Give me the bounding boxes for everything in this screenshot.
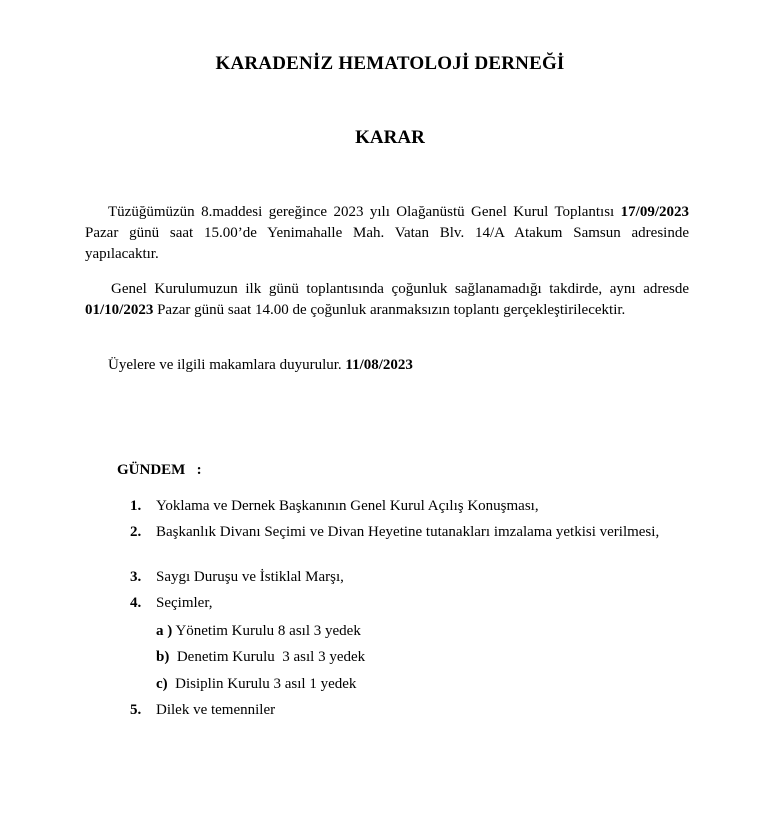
paragraph-notice — [85, 355, 689, 376]
agenda-subitem — [156, 647, 365, 668]
agenda-item-number: 2. — [130, 524, 142, 540]
agenda-title: GÜNDEM : — [117, 462, 202, 478]
subitem-letter: b) — [156, 649, 170, 665]
subitem-text: Disiplin Kurulu 3 asıl 1 yedek — [167, 676, 357, 692]
notice-date: 11/08/2023 — [345, 357, 413, 373]
agenda-item-text: Başkanlık Divanı Seçimi ve Divan Heyetine tutanakları imzalama yetkisi verilmesi, — [156, 524, 660, 540]
subitem-text: Yönetim Kurulu 8 asıl 3 yedek — [172, 623, 361, 639]
paragraph-text: Üyelere ve ilgili makamlara duyurulur. — [108, 357, 346, 373]
agenda-item-text: Dilek ve temenniler — [156, 702, 276, 718]
paragraph-meeting-announcement — [85, 202, 689, 265]
subitem-letter: c) — [156, 676, 168, 692]
agenda-item-number: 3. — [130, 569, 142, 585]
agenda-item-text: Saygı Duruşu ve İstiklal Marşı, — [156, 569, 344, 585]
agenda-item-number: 5. — [130, 702, 142, 718]
paragraph-text: Pazar günü saat 14.00 de çoğunluk aranmaksızın toplantı gerçekleştirilecektir. — [153, 302, 626, 318]
paragraph-text: Tüzüğümüzün 8.maddesi gereğince 2023 yılı Olağanüstü Genel Kurul Toplantısı — [108, 204, 621, 220]
agenda-subitem — [156, 674, 356, 695]
paragraph-second-meeting — [85, 279, 689, 321]
agenda-item-text: Seçimler, — [156, 595, 213, 611]
subitem-text: Denetim Kurulu 3 asıl 3 yedek — [169, 649, 366, 665]
second-meeting-date: 01/10/2023 — [85, 302, 154, 318]
document-title: KARAR — [355, 127, 425, 148]
agenda-subitem — [156, 621, 361, 642]
organization-title: KARADENİZ HEMATOLOJİ DERNEĞİ — [215, 53, 565, 74]
agenda-item-text: Yoklama ve Dernek Başkanının Genel Kurul Açılış Konuşması, — [156, 498, 539, 514]
paragraph-text: Pazar günü saat 15.00’de Yenimahalle Mah. Vatan Blv. 14/A Atakum Samsun adresinde yapılacaktır. — [85, 225, 689, 262]
agenda-item-number: 4. — [130, 595, 142, 611]
subitem-letter: a ) — [156, 623, 173, 639]
paragraph-text: Genel Kurulumuzun ilk günü toplantısında çoğunluk sağlanamadığı takdirde, aynı adresde — [111, 281, 689, 297]
agenda-item-number: 1. — [130, 498, 142, 514]
meeting-date: 17/09/2023 — [620, 204, 689, 220]
